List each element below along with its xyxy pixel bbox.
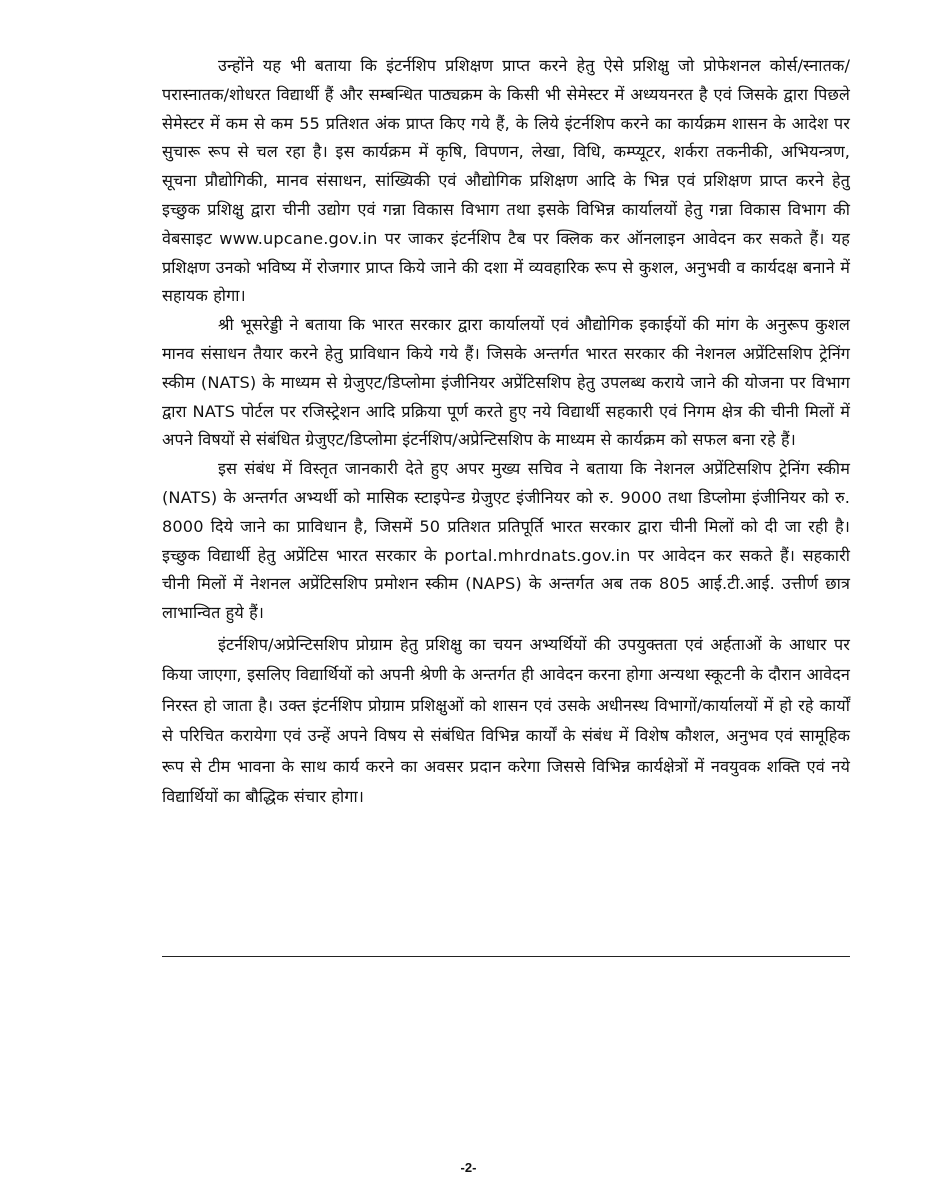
- paragraph-selection-process: इंटर्नशिप/अप्रेन्टिसशिप प्रोग्राम हेतु प्रशिक्षु का चयन अभ्यर्थियों की उपयुक्तता एवं अर्हताओं के आधार पर किया जाएगा, इसलिए विद्यार्थियों को अपनी श्रेणी के अन्तर्गत ही आवेदन करना होगा अन्यथा स्कूटनी के दौरान आवेदन निरस्त हो जाता है। उक्त इंटर्नशिप प्रोग्राम प्रशिक्षुओं को शासन एवं उसके अधीनस्थ विभागों/कार्यालयों में हो रहे कार्यों से परिचित करायेगा एवं उन्हें अपने विषय से संबंधित विभिन्न कार्यों के संबंध में विशेष कौशल, अनुभव एवं सामूहिक रूप से टीम भावना के साथ कार्य करने का अवसर प्रदान करेगा जिससे विभिन्न कार्यक्षेत्रों में नवयुवक शक्ति एवं नये विद्यार्थियों का बौद्धिक संचार होगा।: [162, 634, 850, 807]
- paragraph-internship-eligibility: उन्होंने यह भी बताया कि इंटर्नशिप प्रशिक्षण प्राप्त करने हेतु ऐसे प्रशिक्षु जो प्रोफेशनल कोर्स/स्नातक/परास्नातक/शोधरत विद्यार्थी हैं और सम्बन्धित पाठ्यक्रम के किसी भी सेमेस्टर में अध्ययनरत है एवं जिसके द्वारा पिछले सेमेस्टर में कम से कम 55 प्रतिशत अंक प्राप्त किए गये हैं, के लिये इंटर्नशिप करने का कार्यक्रम शासन के आदेश पर सुचारू रूप से चल रहा है। इस कार्यक्रम में कृषि, विपणन, लेखा, विधि, कम्प्यूटर, शर्करा तकनीकी, अभियन्त्रण, सूचना प्रौद्योगिकी, मानव संसाधन, सांख्यिकी एवं औद्योगिक प्रशिक्षण आदि के भिन्न एवं प्रशिक्षण प्राप्त करने हेतु इच्छुक प्रशिक्षु द्वारा चीनी उद्योग एवं गन्ना विकास विभाग तथा इसके विभिन्न कार्यालयों हेतु गन्ना विकास विभाग की वेबसाइट www.upcane.gov.in पर जाकर इंटर्नशिप टैब पर क्लिक कर ऑनलाइन आवेदन कर सकते हैं। यह प्रशिक्षण उनको भविष्य में रोजगार प्राप्त किये जाने की दशा में व्यवहारिक रूप से कुशल, अनुभवी व कार्यदक्ष बनाने में सहायक होगा।: [162, 56, 850, 306]
- page-number: -2-: [460, 1160, 477, 1175]
- document-body: [162, 52, 850, 813]
- paragraph-nats-provisions: श्री भूसरेड्डी ने बताया कि भारत सरकार द्वारा कार्यालयों एवं औद्योगिक इकाईयों की मांग के अनुरूप कुशल मानव संसाधन तैयार करने हेतु प्राविधान किये गये हैं। जिसके अन्तर्गत भारत सरकार की नेशनल अप्रेंटिसशिप ट्रेनिंग स्कीम (NATS) के माध्यम से ग्रेजुएट/डिप्लोमा इंजीनियर अप्रेंटिसशिप हेतु उपलब्ध कराये जाने की योजना पर विभाग द्वारा NATS पोर्टल पर रजिस्ट्रेशन आदि प्रक्रिया पूर्ण करते हुए नये विद्यार्थी सहकारी एवं निगम क्षेत्र की चीनी मिलों में अपने विषयों से संबंधित ग्रेजुएट/डिप्लोमा इंटर्नशिप/अप्रेन्टिसशिप के माध्यम से कार्यक्रम को सफल बना रहे हैं।: [162, 315, 850, 450]
- horizontal-divider: [162, 956, 850, 957]
- paragraph-stipend-details: इस संबंध में विस्तृत जानकारी देते हुए अपर मुख्य सचिव ने बताया कि नेशनल अप्रेंटिसशिप ट्रेनिंग स्कीम (NATS) के अन्तर्गत अभ्यर्थी को मासिक स्टाइपेन्ड ग्रेजुएट इंजीनियर को रु. 9000 तथा डिप्लोमा इंजीनियर को रु. 8000 दिये जाने का प्राविधान है, जिसमें 50 प्रतिशत प्रतिपूर्ति भारत सरकार द्वारा चीनी मिलों को दी जा रही है। इच्छुक विद्यार्थी हेतु अप्रेंटिस भारत सरकार के portal.mhrdnats.gov.in पर आवेदन कर सकते हैं। सहकारी चीनी मिलों में नेशनल अप्रेंटिसशिप प्रमोशन स्कीम (NAPS) के अन्तर्गत अब तक 805 आई.टी.आई. उत्तीर्ण छात्र लाभान्वित हुये हैं।: [162, 459, 850, 623]
